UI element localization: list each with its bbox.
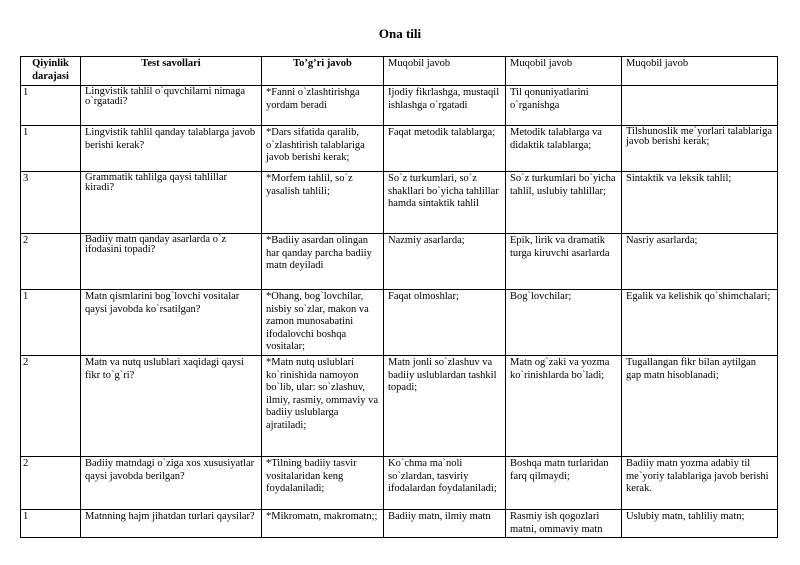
alternative-answer-cell: Sintaktik va leksik tahlil;: [622, 172, 778, 234]
difficulty-cell: 1: [21, 86, 81, 126]
alternative-answer-cell: Metodik talablarga va didaktik talablarga;: [506, 126, 622, 172]
alternative-answer-cell: Matn og`zaki va yozma ko`rinishlarda bo`ladi;: [506, 356, 622, 457]
table-row: [21, 86, 778, 126]
question-cell: Lingvistik tahlil o`quvchilarni nimaga o`rgatadi?: [81, 86, 262, 126]
correct-answer-cell: *Tilning badiiy tasvir vositalaridan keng foydalaniladi;: [262, 457, 384, 510]
alternative-answer-cell: Boshqa matn turlaridan farq qilmaydi;: [506, 457, 622, 510]
difficulty-cell: 1: [21, 126, 81, 172]
difficulty-cell: 2: [21, 234, 81, 290]
alternative-answer-cell: Faqat olmoshlar;: [384, 290, 506, 356]
alternative-answer-cell: Badiiy matn, ilmiy matn: [384, 510, 506, 538]
difficulty-cell: 3: [21, 172, 81, 234]
alternative-answer-cell: Egalik va kelishik qo`shimchalari;: [622, 290, 778, 356]
question-cell: Matn va nutq uslublari xaqidagi qaysi fikr to`g`ri?: [81, 356, 262, 457]
alternative-answer-cell: Bog`lovchilar;: [506, 290, 622, 356]
alternative-answer-cell: Ijodiy fikrlashga, mustaqil ishlashga o`rgatadi: [384, 86, 506, 126]
question-cell: Matnning hajm jihatdan turlari qaysilar?: [81, 510, 262, 538]
alternative-answer-cell: Badiiy matn yozma adabiy til me`yoriy talablariga javob berishi kerak.: [622, 457, 778, 510]
question-cell: Grammatik tahlilga qaysi tahlillar kiradi?: [81, 172, 262, 234]
page-title: Ona tili: [378, 26, 422, 41]
alternative-answer-cell: [622, 86, 778, 126]
alternative-answer-cell: Nazmiy asarlarda;: [384, 234, 506, 290]
correct-answer-cell: *Morfem tahlil, so`z yasalish tahlili;: [262, 172, 384, 234]
correct-answer-cell: *Ohang, bog`lovchilar, nisbiy so`zlar, makon va zamon munosabatini ifodalovchi boshqa vositalar;: [262, 290, 384, 356]
difficulty-cell: 2: [21, 356, 81, 457]
correct-answer-cell: *Badiiy asardan olingan har qanday parcha badiiy matn deyiladi: [262, 234, 384, 290]
header-alternative-answer: Muqobil javob: [506, 57, 622, 86]
alternative-answer-cell: Faqat metodik talablarga;: [384, 126, 506, 172]
question-cell: Matn qismlarini bog`lovchi vositalar qaysi javobda ko`rsatilgan?: [81, 290, 262, 356]
question-cell: Badiiy matndagi o`ziga xos xususiyatlar qaysi javobda berilgan?: [81, 457, 262, 510]
question-cell: Lingvistik tahlil qanday talablarga javob berishi kerak?: [81, 126, 262, 172]
header-row: [21, 57, 778, 86]
alternative-answer-cell: Epik, lirik va dramatik turga kiruvchi asarlarda: [506, 234, 622, 290]
alternative-answer-cell: Ko`chma ma`noli so`zlardan, tasviriy ifodalardan foydalaniladi;: [384, 457, 506, 510]
alternative-answer-cell: Nasriy asarlarda;: [622, 234, 778, 290]
difficulty-cell: 2: [21, 457, 81, 510]
alternative-answer-cell: Uslubiy matn, tahliliy matn;: [622, 510, 778, 538]
correct-answer-cell: *Dars sifatida qaralib, o`zlashtirish talablariga javob berishi kerak;: [262, 126, 384, 172]
header-correct-answer: To’g’ri javob: [262, 57, 384, 86]
alternative-answer-cell: Rasmiy ish qogozlari matni, ommaviy matn: [506, 510, 622, 538]
correct-answer-cell: *Mikromatn, makromatn;;: [262, 510, 384, 538]
alternative-answer-cell: Tilshunoslik me`yorlari talablariga javob berishi kerak;: [622, 126, 778, 172]
table-row: [21, 126, 778, 172]
correct-answer-cell: *Fanni o`zlashtirishga yordam beradi: [262, 86, 384, 126]
table-row: [21, 356, 778, 457]
table-row: [21, 457, 778, 510]
header-difficulty: Qiyinlik darajasi: [21, 57, 81, 86]
table-row: [21, 234, 778, 290]
alternative-answer-cell: Til qonuniyatlarini o`rganishga: [506, 86, 622, 126]
alternative-answer-cell: So`z turkumlari, so`z shakllari bo`yicha tahlillar hamda sintaktik tahlil: [384, 172, 506, 234]
difficulty-cell: 1: [21, 290, 81, 356]
header-question: Test savollari: [81, 57, 262, 86]
alternative-answer-cell: So`z turkumlari bo`yicha tahlil, uslubiy tahlillar;: [506, 172, 622, 234]
header-alternative-answer: Muqobil javob: [384, 57, 506, 86]
table-row: [21, 290, 778, 356]
alternative-answer-cell: Tugallangan fikr bilan aytilgan gap matn hisoblanadi;: [622, 356, 778, 457]
header-alternative-answer: Muqobil javob: [622, 57, 778, 86]
difficulty-cell: 1: [21, 510, 81, 538]
question-cell: Badiiy matn qanday asarlarda o`z ifodasini topadi?: [81, 234, 262, 290]
table-row: [21, 172, 778, 234]
test-table: [20, 56, 778, 538]
table-row: [21, 510, 778, 538]
correct-answer-cell: *Matn nutq uslublari ko`rinishida namoyon bo`lib, ular: so`zlashuv, ilmiy, rasmiy, ommaviy va badiiy uslublarga ajratiladi;: [262, 356, 384, 457]
alternative-answer-cell: Matn jonli so`zlashuv va badiiy uslublardan tashkil topadi;: [384, 356, 506, 457]
